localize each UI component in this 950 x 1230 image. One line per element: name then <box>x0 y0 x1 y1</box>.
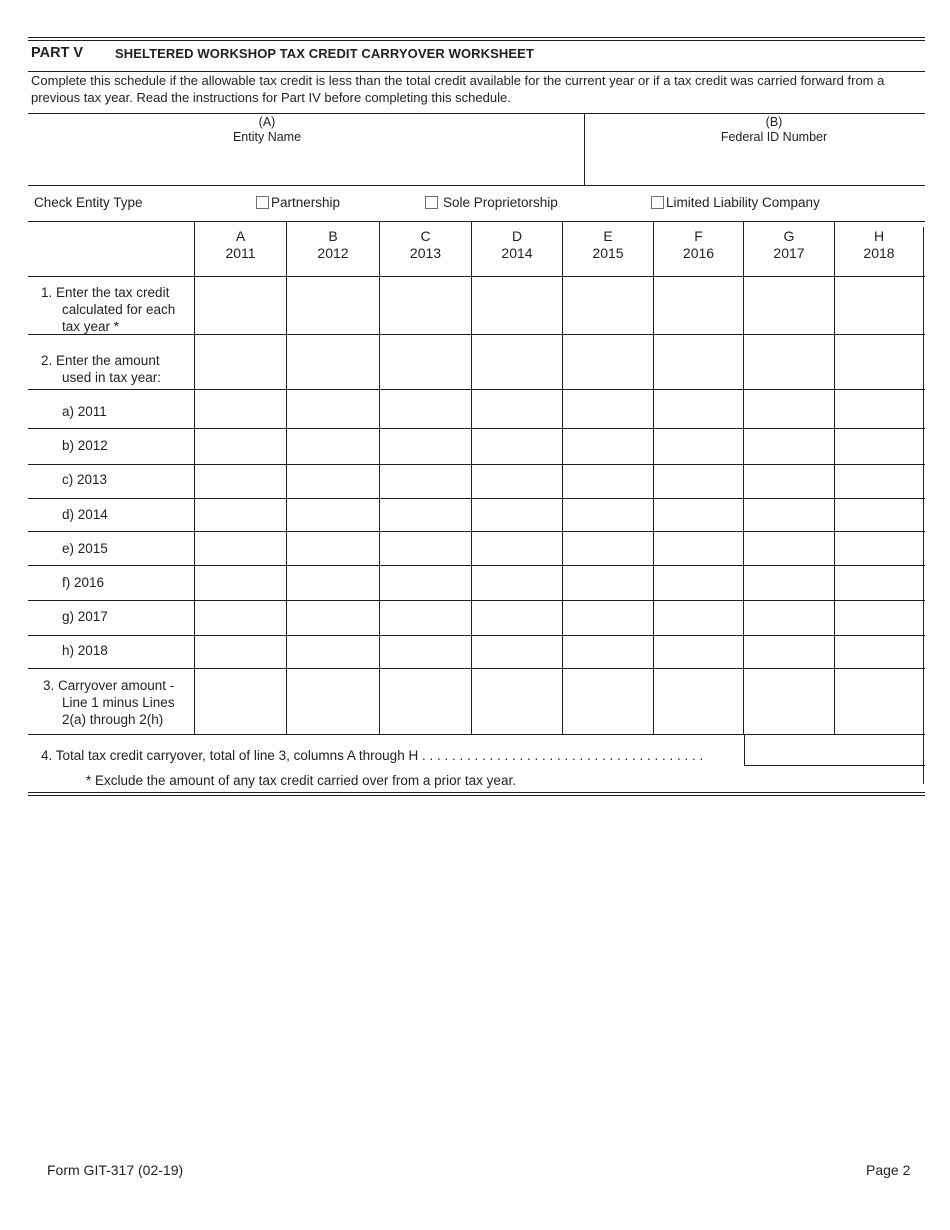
divider <box>28 113 925 114</box>
column-header-d <box>472 228 562 262</box>
column-year: 2016 <box>682 245 715 261</box>
line-3-label <box>43 677 175 728</box>
column-letter: F <box>694 228 703 244</box>
line-1-label <box>41 284 175 335</box>
line-2e-label: e) 2015 <box>62 541 108 556</box>
line-1-text: 1. Enter the tax credit <box>41 285 170 300</box>
divider <box>28 221 925 222</box>
column-header-c <box>380 228 471 262</box>
llc-label: Limited Liability Company <box>666 195 820 210</box>
option-sole-proprietorship[interactable] <box>425 195 558 210</box>
line-1-text: tax year * <box>62 319 120 334</box>
column-header-a <box>195 228 286 262</box>
line-3-text: 3. Carryover amount - <box>43 678 175 693</box>
grid-line <box>834 221 835 734</box>
line-2g-label: g) 2017 <box>62 609 108 624</box>
line-3-text: 2(a) through 2(h) <box>62 712 164 727</box>
line-2-label <box>41 352 161 386</box>
bottom-rule <box>28 792 925 793</box>
instructions: Complete this schedule if the allowable tax credit is less than the total credit available for the current year or if a tax credit was carried forward from a previous tax year. Read the instructions for Part IV before completing this schedule. <box>31 73 885 105</box>
grid-line <box>286 221 287 734</box>
line-2-text: used in tax year: <box>62 370 162 385</box>
column-year: 2014 <box>501 245 533 261</box>
line-2-text: 2. Enter the amount <box>41 353 160 368</box>
row-divider <box>28 734 925 735</box>
line-2f-label: f) 2016 <box>62 575 105 590</box>
fein-label: Federal ID Number <box>720 130 828 144</box>
option-partnership[interactable] <box>256 195 340 210</box>
line-1-text: calculated for each <box>62 302 176 317</box>
sole-proprietorship-label: Sole Proprietorship <box>443 195 558 210</box>
line-4-total-input[interactable] <box>746 736 922 764</box>
option-llc[interactable] <box>651 195 820 210</box>
grid-line <box>471 221 472 734</box>
column-letter: B <box>328 228 338 244</box>
column-header-h <box>835 228 923 262</box>
fein-input[interactable] <box>590 150 920 182</box>
row-divider <box>28 635 925 636</box>
divider <box>28 185 925 186</box>
bottom-rule-2 <box>28 795 925 796</box>
fein-letter: (B) <box>765 115 783 129</box>
column-header-g <box>744 228 834 262</box>
entity-name-label: Entity Name <box>232 130 302 144</box>
row-divider <box>28 565 925 566</box>
column-letter: C <box>420 228 431 244</box>
column-year: 2018 <box>863 245 895 261</box>
column-year: 2011 <box>225 245 256 261</box>
entity-name-header <box>28 115 506 145</box>
row-divider <box>28 668 925 669</box>
column-header-e <box>563 228 653 262</box>
column-letter: E <box>603 228 613 244</box>
column-year: 2015 <box>592 245 624 261</box>
grid-line <box>562 221 563 734</box>
footnote: * Exclude the amount of any tax credit carried over from a prior tax year. <box>86 773 516 788</box>
row-divider <box>28 276 925 277</box>
row-divider <box>28 389 925 390</box>
partnership-checkbox[interactable] <box>256 196 269 209</box>
part-label: PART V <box>31 45 84 61</box>
page-number: Page 2 <box>866 1162 911 1178</box>
column-header-b <box>287 228 379 262</box>
sole-proprietorship-checkbox[interactable] <box>425 196 438 209</box>
column-year: 2013 <box>409 245 442 261</box>
entity-type-label: Check Entity Type <box>34 195 143 210</box>
column-letter: D <box>511 228 523 244</box>
partnership-label: Partnership <box>271 195 341 210</box>
line-4-label: 4. Total tax credit carryover, total of line 3, columns A through H . . . . . . . . . . . . . . . . . . . . . . . . . . . . . . . . . . . . . . <box>41 748 704 763</box>
line-2b-label: b) 2012 <box>62 438 108 453</box>
row-divider <box>28 531 925 532</box>
grid-line <box>744 734 745 765</box>
line-2c-label: c) 2013 <box>62 472 108 487</box>
row-divider <box>28 428 925 429</box>
row-divider <box>28 464 925 465</box>
fein-header <box>585 115 950 145</box>
line-2h-label: h) 2018 <box>62 643 108 658</box>
part-heading: SHELTERED WORKSHOP TAX CREDIT CARRYOVER WORKSHEET <box>115 46 534 61</box>
grid-line <box>194 221 195 734</box>
grid-line <box>379 221 380 734</box>
top-rule-2 <box>28 40 925 41</box>
grid-line <box>923 227 924 734</box>
row-divider <box>28 600 925 601</box>
column-header-f <box>654 228 743 262</box>
entity-name-letter: (A) <box>258 115 276 129</box>
column-letter: G <box>783 228 795 244</box>
column-year: 2012 <box>317 245 349 261</box>
grid-line <box>743 221 744 734</box>
grid-line <box>653 221 654 734</box>
column-year: 2017 <box>773 245 805 261</box>
grid-line <box>923 734 924 784</box>
form-id: Form GIT-317 (02-19) <box>47 1162 184 1178</box>
llc-checkbox[interactable] <box>651 196 664 209</box>
column-letter: A <box>235 228 246 244</box>
line-3-text: Line 1 minus Lines <box>62 695 175 710</box>
entity-name-input[interactable] <box>30 150 580 182</box>
row-divider <box>28 498 925 499</box>
row-divider <box>744 765 925 766</box>
column-letter: H <box>873 228 885 244</box>
top-rule <box>28 37 925 38</box>
line-2a-label: a) 2011 <box>62 404 107 419</box>
line-2d-label: d) 2014 <box>62 507 108 522</box>
